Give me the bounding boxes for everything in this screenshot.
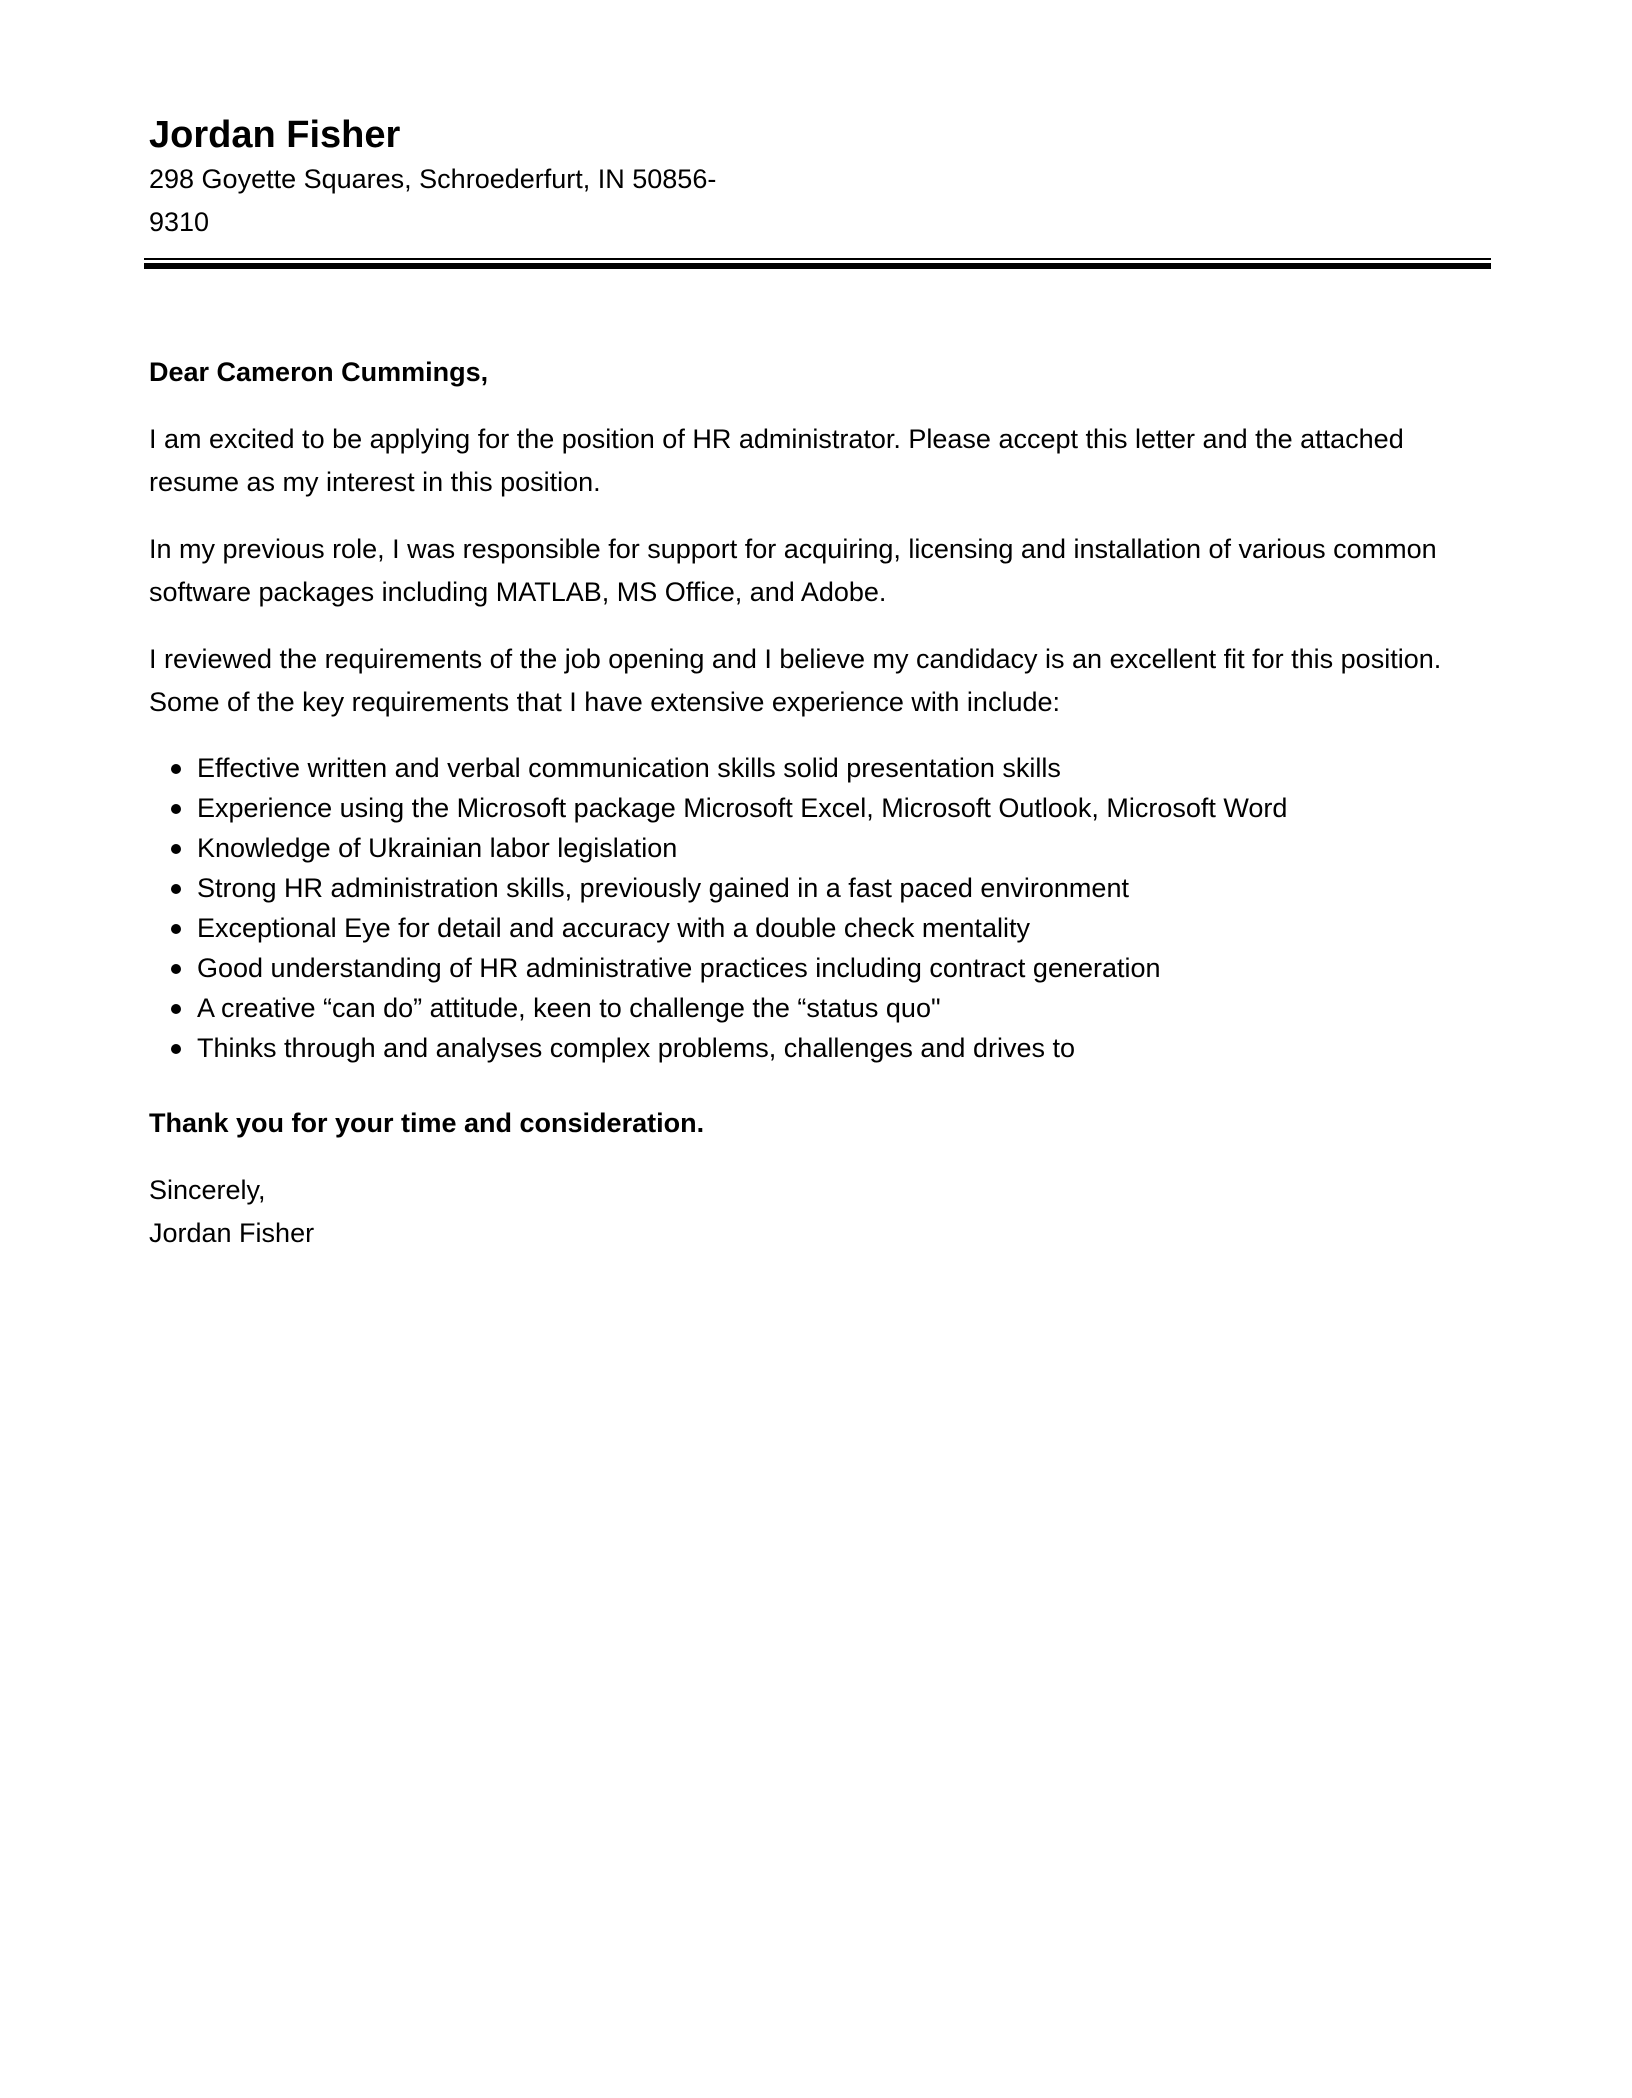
list-item	[149, 748, 1489, 788]
body-paragraph-experience: In my previous role, I was responsible for support for acquiring, licensing and installation of various common software packages including MATLAB, MS Office, and Adobe.	[149, 534, 1437, 607]
list-item-text: Experience using the Microsoft package Microsoft Excel, Microsoft Outlook, Microsoft Word	[197, 793, 1288, 823]
body-paragraph-intro: I am excited to be applying for the position of HR administrator. Please accept this letter and the attached resume as my interest in this position.	[149, 424, 1404, 497]
letter-body	[149, 351, 1489, 1255]
sender-address-line2: 9310	[149, 207, 210, 237]
list-item	[149, 988, 1489, 1028]
signature-name: Jordan Fisher	[149, 1218, 315, 1248]
bullet-icon	[171, 1044, 181, 1054]
list-item-text: Effective written and verbal communication skills solid presentation skills	[197, 753, 1061, 783]
bullet-icon	[171, 844, 181, 854]
bullet-icon	[171, 924, 181, 934]
list-item	[149, 908, 1489, 948]
letter-page	[149, 112, 1489, 1279]
header-divider	[144, 258, 1491, 269]
sender-address-line1: 298 Goyette Squares, Schroederfurt, IN 50856-	[149, 164, 717, 194]
closing-phrase: Sincerely,	[149, 1175, 266, 1205]
header-divider-thin	[144, 258, 1491, 260]
sign-off	[149, 1169, 1489, 1255]
sender-name: Jordan Fisher	[149, 114, 401, 156]
list-item-text: Knowledge of Ukrainian labor legislation	[197, 833, 678, 863]
bullet-icon	[171, 1004, 181, 1014]
bullet-icon	[171, 764, 181, 774]
letterhead	[149, 112, 1489, 269]
sender-address	[149, 158, 749, 244]
list-item-text: Exceptional Eye for detail and accuracy with a double check mentality	[197, 913, 1030, 943]
list-item	[149, 1028, 1489, 1068]
bullet-icon	[171, 884, 181, 894]
list-item-text: Good understanding of HR administrative practices including contract generation	[197, 953, 1161, 983]
list-item	[149, 868, 1489, 908]
list-item	[149, 948, 1489, 988]
list-item-text: Strong HR administration skills, previously gained in a fast paced environment	[197, 873, 1129, 903]
requirements-list	[149, 748, 1489, 1068]
list-item-text: Thinks through and analyses complex problems, challenges and drives to	[197, 1033, 1075, 1063]
list-item-text: A creative “can do” attitude, keen to challenge the “status quo"	[197, 993, 941, 1023]
body-paragraph-requirements: I reviewed the requirements of the job opening and I believe my candidacy is an excellent fit for this position. Some of the key requirements that I have extensive experience with include:	[149, 644, 1442, 717]
header-divider-thick	[144, 263, 1491, 269]
bullet-icon	[171, 804, 181, 814]
bullet-icon	[171, 964, 181, 974]
closing-thanks: Thank you for your time and consideration.	[149, 1108, 705, 1138]
list-item	[149, 788, 1489, 828]
list-item	[149, 828, 1489, 868]
salutation: Dear Cameron Cummings,	[149, 357, 489, 387]
